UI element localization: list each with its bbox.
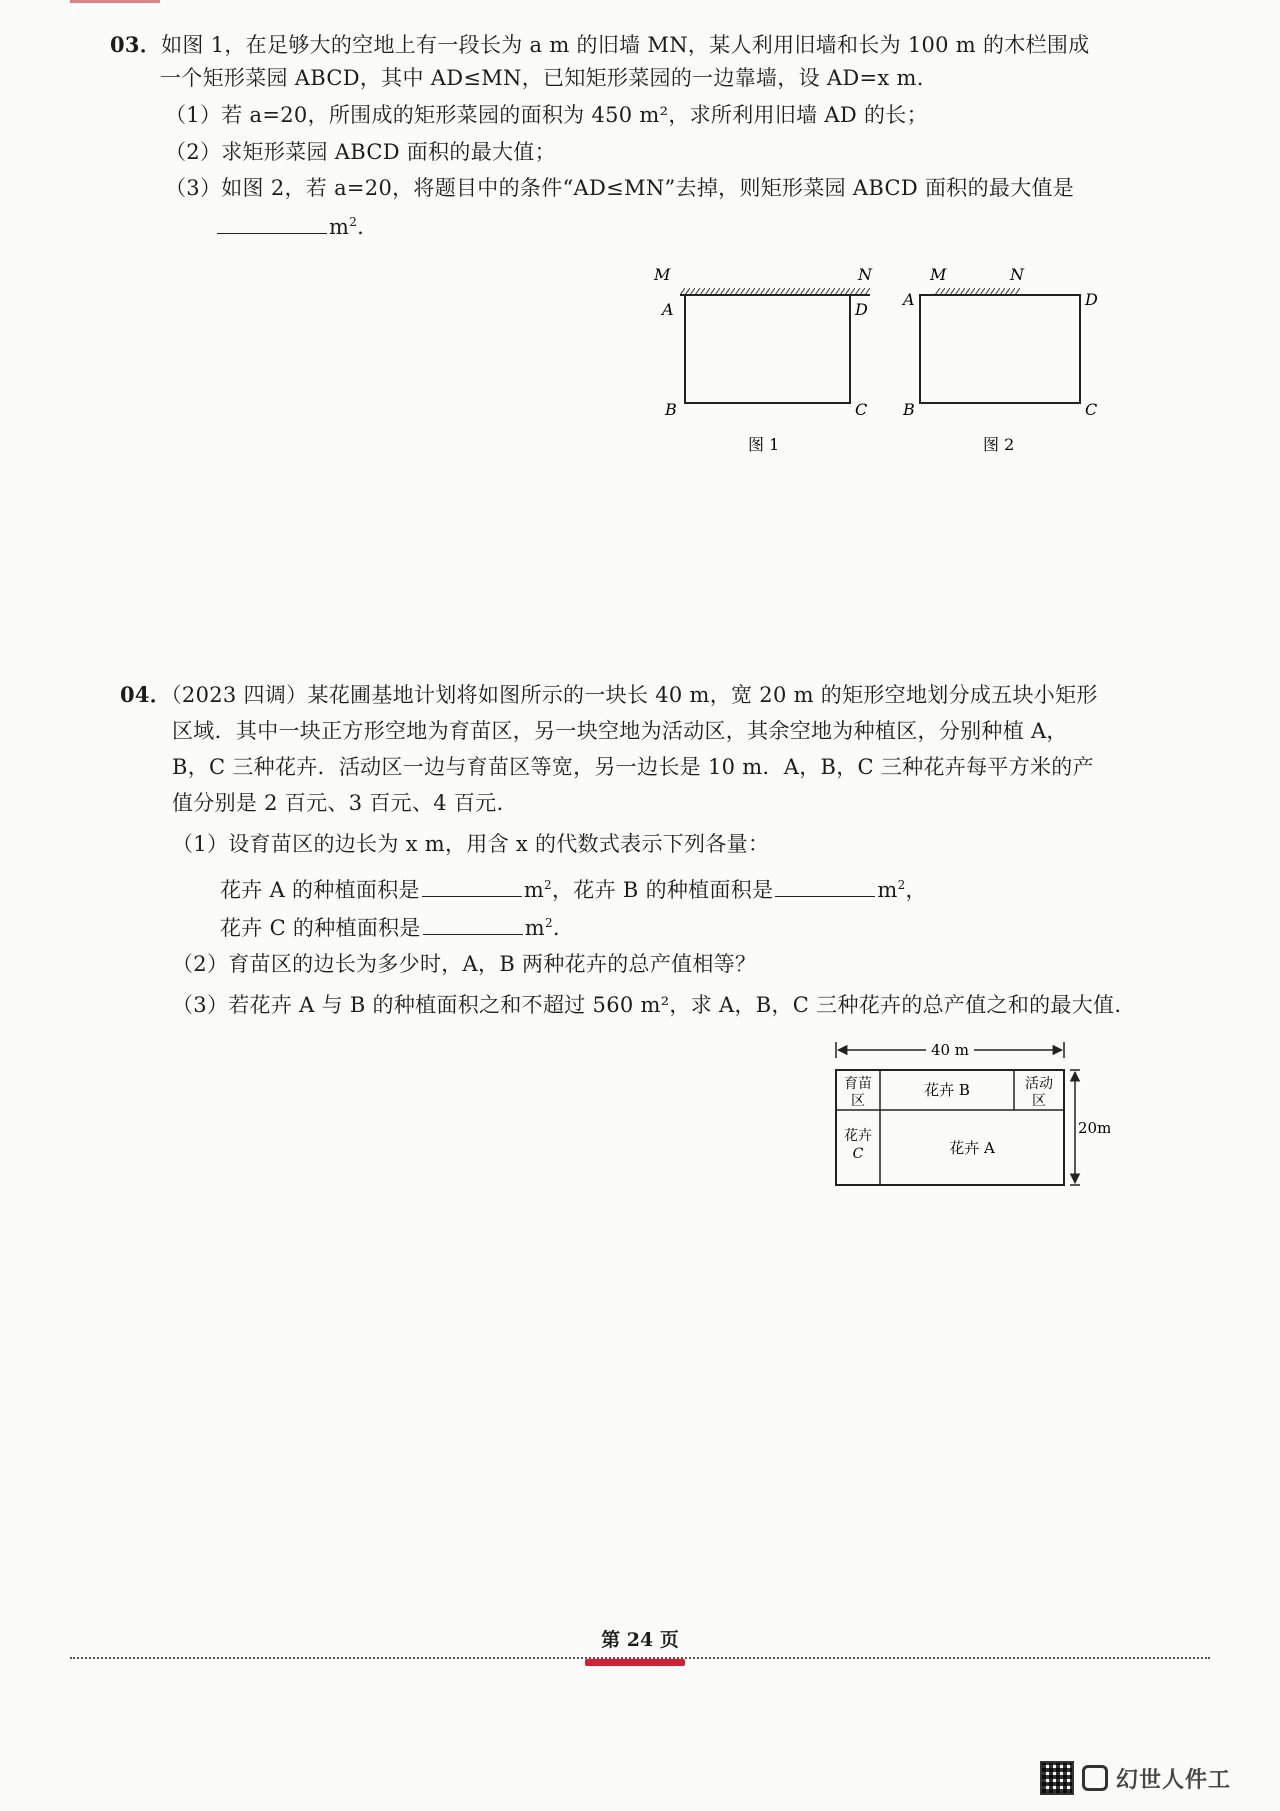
nursery-label-1: 育苗 xyxy=(844,1076,872,1092)
flower-b-label: 花卉 B xyxy=(924,1081,970,1099)
problem-4-question-3: （3）若花卉 A 与 B 的种植面积之和不超过 560 m²，求 A，B，C 三种花卉的总产值之和的最大值. xyxy=(172,993,1122,1017)
label-C: C xyxy=(855,400,868,419)
problem-4-line-3: B，C 三种花卉．活动区一边与育苗区等宽，另一边长是 10 m．A，B，C 三种花卉每平方米的产 xyxy=(172,755,1094,779)
qr-code-icon xyxy=(1040,1761,1074,1795)
problem-3-question-1: （1）若 a=20，所围成的矩形菜园的面积为 450 m²，求所利用旧墙 AD 的长； xyxy=(165,103,928,127)
top-red-mark xyxy=(70,0,160,3)
problem-4-line-4: 值分别是 2 百元、3 百元、4 百元. xyxy=(172,791,504,815)
page-number: 第 24 页 xyxy=(601,1629,679,1651)
unit-sup: 2 xyxy=(544,916,553,930)
label-N: N xyxy=(1010,265,1024,284)
unit-text: m xyxy=(329,215,350,239)
problem-3-question-2: （2）求矩形菜园 ABCD 面积的最大值； xyxy=(165,140,556,164)
label-A: A xyxy=(662,300,674,319)
figure-1-caption: 图 1 xyxy=(748,435,780,454)
page-number-bar xyxy=(585,1659,685,1666)
problem-3-number: 03． xyxy=(110,32,162,57)
label-A: A xyxy=(903,290,915,309)
flower-c-area-blank[interactable] xyxy=(423,916,523,935)
problem-3-text-1: 如图 1，在足够大的空地上有一段长为 a m 的旧墙 MN，某人利用旧墙和长为 100 m 的木栏围成 xyxy=(161,33,1090,57)
flower-a-area-label: 花卉 A 的种植面积是 xyxy=(220,878,420,902)
flower-c-area-label: 花卉 C 的种植面积是 xyxy=(220,916,421,940)
unit-text: m xyxy=(877,878,898,902)
width-label: 40 m xyxy=(930,1041,970,1059)
problem-4-line-2: 区域．其中一块正方形空地为育苗区，另一块空地为活动区，其余空地为种植区，分别种植 A， xyxy=(172,719,1068,743)
label-B: B xyxy=(665,400,677,419)
flower-a-area-blank[interactable] xyxy=(422,878,522,897)
problem-3-line-2: 一个矩形菜园 ABCD，其中 AD≤MN，已知矩形菜园的一边靠墙，设 AD=x m. xyxy=(160,66,924,90)
activity-label-1: 活动 xyxy=(1025,1076,1053,1092)
label-D: D xyxy=(855,300,868,319)
flower-c-label-1: 花卉 xyxy=(844,1128,872,1144)
problem-4-question-1: （1）设育苗区的边长为 x m，用含 x 的代数式表示下列各量： xyxy=(172,832,770,856)
nursery-label-2: 区 xyxy=(851,1093,865,1109)
problem-4-text-1: （2023 四调）某花圃基地计划将如图所示的一块长 40 m，宽 20 m 的矩形空地划分成五块小矩形 xyxy=(171,683,1098,707)
unit-sup: 2 xyxy=(349,215,358,229)
unit-text: m xyxy=(523,878,545,902)
answer-blank[interactable] xyxy=(217,215,327,234)
app-logo-icon xyxy=(1082,1765,1108,1791)
unit-sup: 2 xyxy=(544,878,552,892)
problem-3-answer-line xyxy=(215,207,364,242)
problem-4-line-1 xyxy=(120,680,1098,710)
unit-text: m xyxy=(524,916,545,940)
problem-4-blanks-row-2 xyxy=(220,908,560,943)
flower-b-area-label: ，花卉 B 的种植面积是 xyxy=(551,878,774,902)
figure-2-caption: 图 2 xyxy=(983,435,1015,454)
label-M: M xyxy=(654,265,671,284)
flower-b-area-blank[interactable] xyxy=(775,878,875,897)
figure-garden-plan xyxy=(830,1040,1110,1204)
label-M: M xyxy=(930,265,947,284)
figure-2 xyxy=(895,260,1115,464)
unit-sup: 2 xyxy=(897,878,906,892)
problem-3-question-3: （3）如图 2，若 a=20，将题目中的条件“AD≤MN”去掉，则矩形菜园 ABCD 面积的最大值是 xyxy=(165,176,1075,200)
watermark-text: 幻世人件工 xyxy=(1116,1767,1232,1793)
comma-text: ， xyxy=(905,878,927,902)
problem-3-line-1 xyxy=(110,30,1090,60)
label-D: D xyxy=(1085,290,1098,309)
problem-4-number: 04． xyxy=(120,682,172,707)
label-B: B xyxy=(903,400,915,419)
period-text: . xyxy=(552,916,560,940)
period-text: . xyxy=(357,215,365,239)
activity-label-2: 区 xyxy=(1032,1093,1046,1109)
label-C: C xyxy=(1085,400,1098,419)
flower-a-label: 花卉 A xyxy=(949,1139,995,1157)
watermark xyxy=(1040,1760,1231,1796)
problem-4-blanks-row-1 xyxy=(220,870,927,905)
problem-4-question-2: （2）育苗区的边长为多少时，A，B 两种花卉的总产值相等？ xyxy=(172,952,757,976)
label-N: N xyxy=(858,265,872,284)
flower-c-label-2: C xyxy=(852,1146,864,1162)
height-label: 20m xyxy=(1078,1119,1110,1137)
figure-1 xyxy=(650,260,890,464)
